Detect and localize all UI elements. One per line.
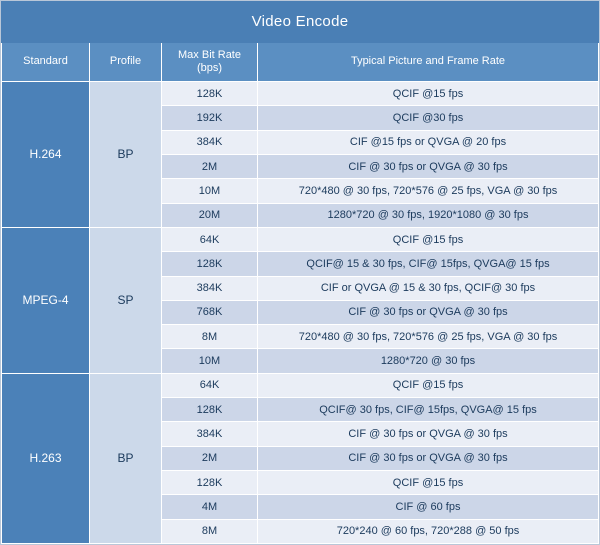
- typical-rate-cell: CIF @ 30 fps or QVGA @ 30 fps: [258, 446, 599, 470]
- typical-rate-cell: CIF @ 30 fps or QVGA @ 30 fps: [258, 154, 599, 178]
- typical-rate-cell: QCIF@ 15 & 30 fps, CIF@ 15fps, QVGA@ 15 fps: [258, 252, 599, 276]
- profile-cell: BP: [90, 82, 162, 228]
- profile-cell: BP: [90, 373, 162, 543]
- table-row: [2, 373, 599, 397]
- table-body: [2, 2, 599, 544]
- bitrate-cell: 8M: [162, 325, 258, 349]
- standard-cell: H.263: [2, 373, 90, 543]
- column-header-bitrate-line1: Max Bit Rate: [178, 48, 241, 61]
- bitrate-cell: 10M: [162, 349, 258, 373]
- table-row: [2, 227, 599, 251]
- profile-cell: SP: [90, 227, 162, 373]
- typical-rate-cell: 1280*720 @ 30 fps: [258, 349, 599, 373]
- column-header-profile: Profile: [90, 42, 162, 82]
- typical-rate-cell: CIF or QVGA @ 15 & 30 fps, QCIF@ 30 fps: [258, 276, 599, 300]
- title-row: [2, 2, 599, 43]
- typical-rate-cell: QCIF @15 fps: [258, 471, 599, 495]
- header-row: [2, 42, 599, 82]
- bitrate-cell: 384K: [162, 276, 258, 300]
- typical-rate-cell: 1280*720 @ 30 fps, 1920*1080 @ 30 fps: [258, 203, 599, 227]
- typical-rate-cell: QCIF@ 30 fps, CIF@ 15fps, QVGA@ 15 fps: [258, 398, 599, 422]
- column-header-typical: Typical Picture and Frame Rate: [258, 42, 599, 82]
- standard-cell: MPEG-4: [2, 227, 90, 373]
- bitrate-cell: 4M: [162, 495, 258, 519]
- typical-rate-cell: QCIF @15 fps: [258, 227, 599, 251]
- typical-rate-cell: CIF @ 30 fps or QVGA @ 30 fps: [258, 422, 599, 446]
- bitrate-cell: 2M: [162, 154, 258, 178]
- typical-rate-cell: 720*480 @ 30 fps, 720*576 @ 25 fps, VGA @ 30 fps: [258, 325, 599, 349]
- column-header-bitrate: [162, 42, 258, 82]
- bitrate-cell: 64K: [162, 373, 258, 397]
- page-title: Video Encode: [2, 2, 599, 43]
- bitrate-cell: 384K: [162, 130, 258, 154]
- table-row: [2, 82, 599, 106]
- bitrate-cell: 128K: [162, 252, 258, 276]
- bitrate-cell: 128K: [162, 471, 258, 495]
- typical-rate-cell: CIF @ 30 fps or QVGA @ 30 fps: [258, 300, 599, 324]
- typical-rate-cell: CIF @15 fps or QVGA @ 20 fps: [258, 130, 599, 154]
- bitrate-cell: 128K: [162, 82, 258, 106]
- video-encode-table: [1, 1, 599, 544]
- typical-rate-cell: CIF @ 60 fps: [258, 495, 599, 519]
- column-header-standard: Standard: [2, 42, 90, 82]
- typical-rate-cell: QCIF @30 fps: [258, 106, 599, 130]
- bitrate-cell: 192K: [162, 106, 258, 130]
- typical-rate-cell: QCIF @15 fps: [258, 373, 599, 397]
- bitrate-cell: 20M: [162, 203, 258, 227]
- typical-rate-cell: 720*480 @ 30 fps, 720*576 @ 25 fps, VGA @ 30 fps: [258, 179, 599, 203]
- standard-cell: H.264: [2, 82, 90, 228]
- typical-rate-cell: 720*240 @ 60 fps, 720*288 @ 50 fps: [258, 519, 599, 543]
- bitrate-cell: 10M: [162, 179, 258, 203]
- bitrate-cell: 128K: [162, 398, 258, 422]
- typical-rate-cell: QCIF @15 fps: [258, 82, 599, 106]
- bitrate-cell: 64K: [162, 227, 258, 251]
- bitrate-cell: 2M: [162, 446, 258, 470]
- bitrate-cell: 768K: [162, 300, 258, 324]
- column-header-bitrate-line2: (bps): [196, 61, 223, 74]
- bitrate-cell: 384K: [162, 422, 258, 446]
- bitrate-cell: 8M: [162, 519, 258, 543]
